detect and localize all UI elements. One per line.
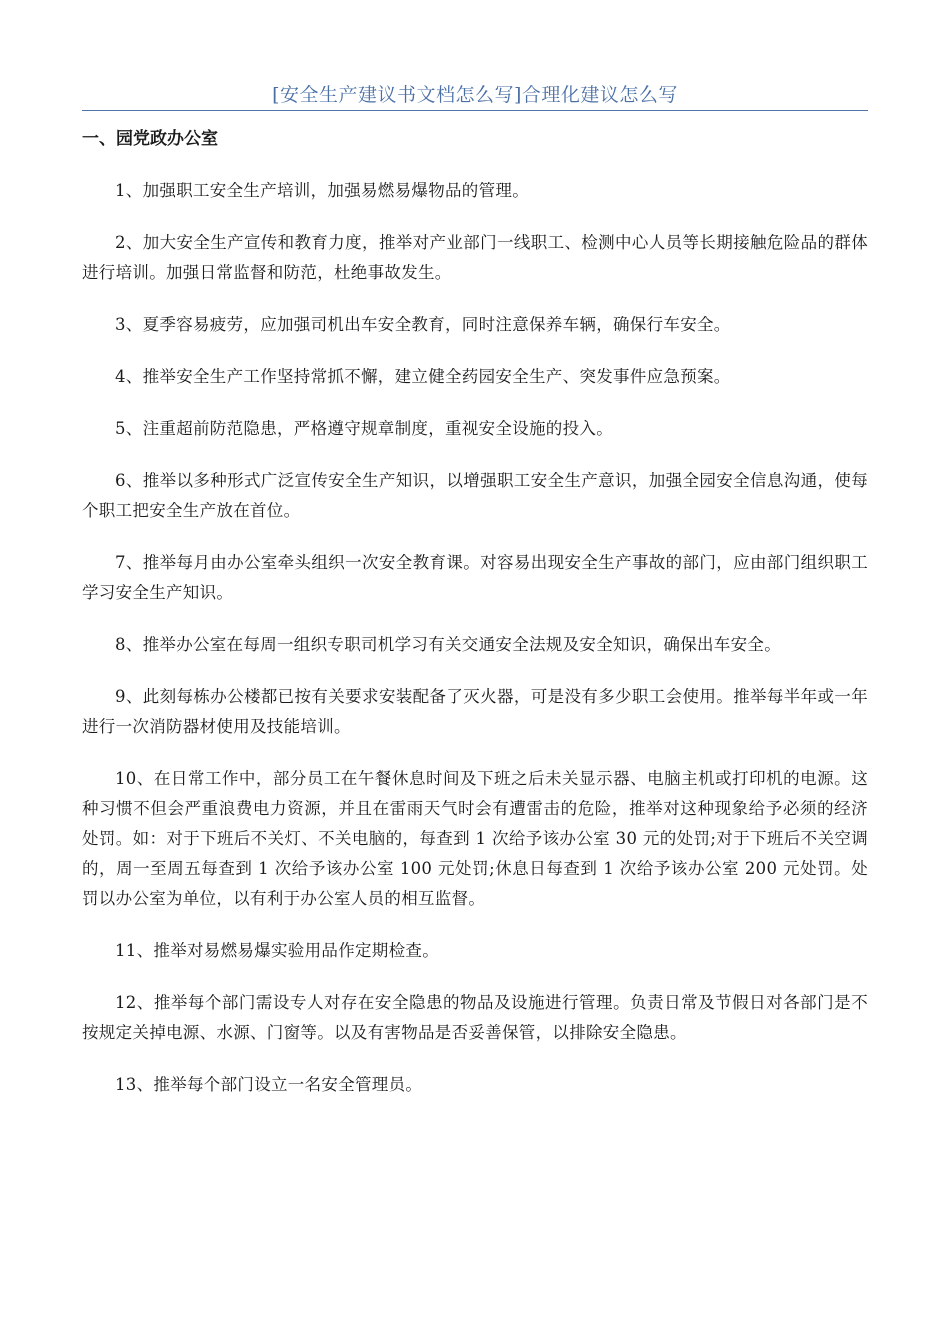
paragraph-11: 11、推举对易燃易爆实验用品作定期检查。 (115, 941, 439, 960)
document-title: [安全生产建议书文档怎么写]合理化建议怎么写 (272, 84, 678, 106)
paragraph-1: 1、加强职工安全生产培训，加强易燃易爆物品的管理。 (115, 181, 529, 200)
paragraph-3: 3、夏季容易疲劳，应加强司机出车安全教育，同时注意保养车辆，确保行车安全。 (115, 315, 731, 334)
section-heading: 一、园党政办公室 (82, 129, 218, 149)
paragraph-10: 10、在日常工作中，部分员工在午餐休息时间及下班之后未关显示器、电脑主机或打印机的电源。这种习惯不但会严重浪费电力资源，并且在雷雨天气时会有遭雷击的危险，推举对这种现象给予必须的经济处罚。如：对于下班后不关灯、不关电脑的，每查到 1 次给予该办公室 30 元的处罚;对于下班后不关空调的，周一至周五每查到 1 次给予该办公室 100 元处罚;休息日每查到 1 次给予该办公室 200 元处罚。处罚以办公室为单位，以有利于办公室人员的相互监督。 (82, 769, 868, 908)
paragraph-5: 5、注重超前防范隐患，严格遵守规章制度，重视安全设施的投入。 (115, 419, 613, 438)
paragraph-13: 13、推举每个部门设立一名安全管理员。 (115, 1075, 423, 1094)
paragraph-9: 9、此刻每栋办公楼都已按有关要求安装配备了灭火器，可是没有多少职工会使用。推举每半年或一年进行一次消防器材使用及技能培训。 (82, 687, 868, 736)
paragraph-7: 7、推举每月由办公室牵头组织一次安全教育课。对容易出现安全生产事故的部门，应由部门组织职工学习安全生产知识。 (82, 553, 868, 602)
document-header (82, 80, 868, 111)
paragraph-2: 2、加大安全生产宣传和教育力度，推举对产业部门一线职工、检测中心人员等长期接触危险品的群体进行培训。加强日常监督和防范，杜绝事故发生。 (82, 233, 868, 282)
document-body (82, 176, 868, 1122)
paragraph-12: 12、推举每个部门需设专人对存在安全隐患的物品及设施进行管理。负责日常及节假日对各部门是不按规定关掉电源、水源、门窗等。以及有害物品是否妥善保管，以排除安全隐患。 (82, 993, 868, 1042)
paragraph-6: 6、推举以多种形式广泛宣传安全生产知识，以增强职工安全生产意识，加强全园安全信息沟通，使每个职工把安全生产放在首位。 (82, 471, 868, 520)
paragraph-8: 8、推举办公室在每周一组织专职司机学习有关交通安全法规及安全知识，确保出车安全。 (115, 635, 781, 654)
paragraph-4: 4、推举安全生产工作坚持常抓不懈，建立健全药园安全生产、突发事件应急预案。 (115, 367, 731, 386)
